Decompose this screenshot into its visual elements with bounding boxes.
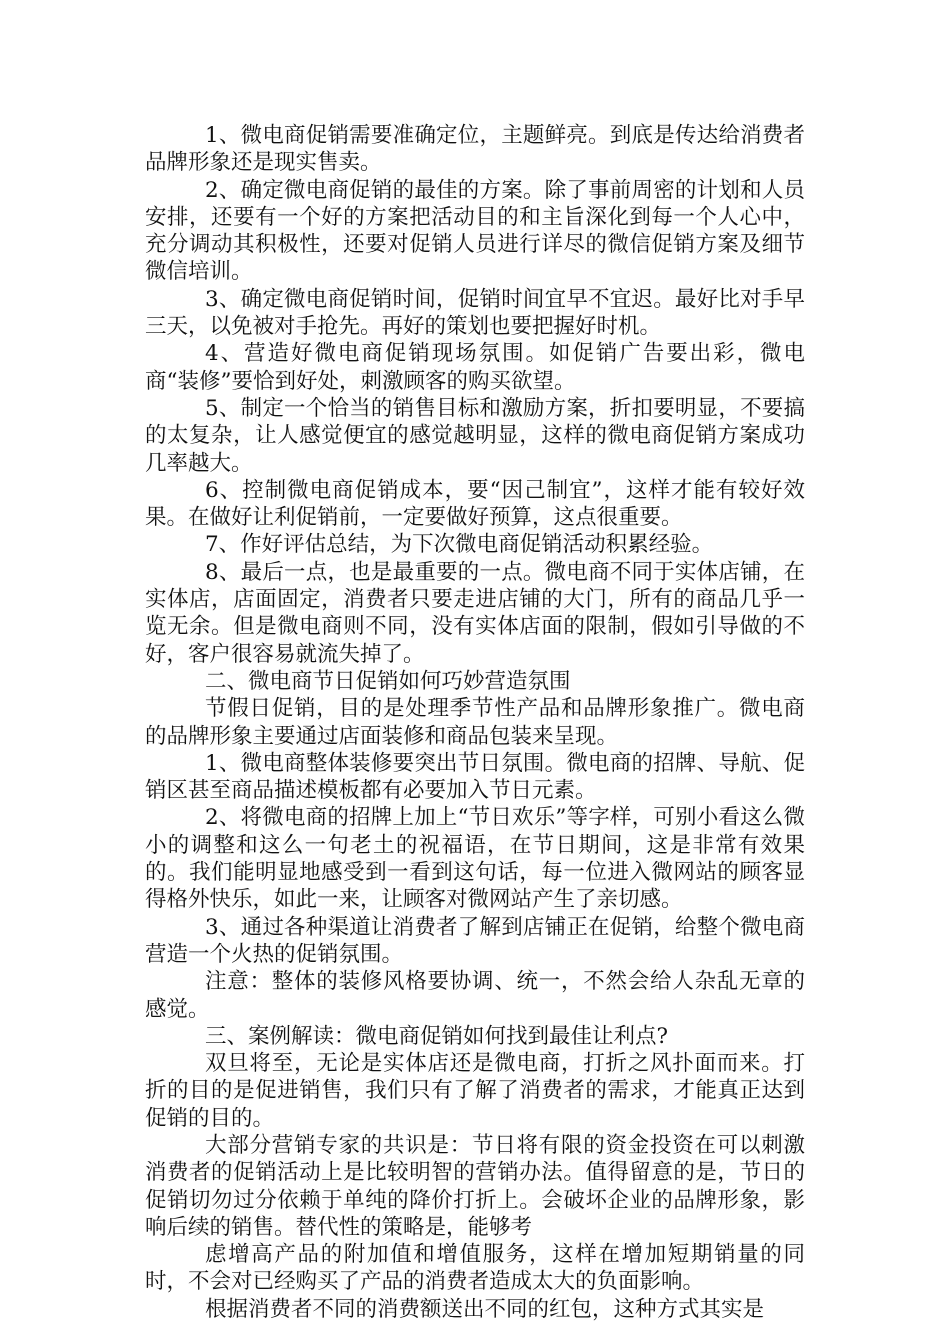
section-heading-2: 二、微电商节日促销如何巧妙营造氛围	[205, 668, 571, 694]
paragraph-15: 大部分营销专家的共识是：节日将有限的资金投资在可以刺激消费者的促销活动上是比较明智的营销办法。值得留意的是，节日的促销切勿过分依赖于单纯的降价打折上。会破坏企业的品牌形象，影响后续的销售。替代性的策略是，能够考	[145, 1132, 805, 1240]
paragraph-10: 1、微电商整体装修要突出节日氛围。微电商的招牌、导航、促销区甚至商品描述模板都有必要加入节日元素。	[145, 750, 805, 804]
paragraph-8: 8、最后一点，也是最重要的一点。微电商不同于实体店铺，在实体店，店面固定，消费者只要走进店铺的大门，所有的商品几乎一览无余。但是微电商则不同，没有实体店面的限制，假如引导做的不好，客户很容易就流失掉了。	[145, 559, 805, 667]
paragraph-7: 7、作好评估总结，为下次微电商促销活动积累经验。	[205, 532, 714, 558]
paragraph-6: 6、控制微电商促销成本，要“因己制宜”，这样才能有较好效果。在做好让利促销前，一定要做好预算，这点很重要。	[145, 477, 805, 531]
paragraph-2: 2、确定微电商促销的最佳的方案。除了事前周密的计划和人员安排，还要有一个好的方案把活动目的和主旨深化到每一个人心中，充分调动其积极性，还要对促销人员进行详尽的微信促销方案及细节微信培训。	[145, 177, 805, 285]
paragraph-16: 虑增高产品的附加值和增值服务，这样在增加短期销量的同时，不会对已经购买了产品的消费者造成太大的负面影响。	[145, 1242, 805, 1295]
section-heading-3: 三、案例解读：微电商促销如何找到最佳让利点?	[205, 1023, 669, 1049]
paragraph-1: 1、微电商促销需要准确定位，主题鲜亮。到底是传达给消费者品牌形象还是现实售卖。	[145, 123, 805, 176]
paragraph-12: 3、通过各种渠道让消费者了解到店铺正在促销，给整个微电商营造一个火热的促销氛围。	[145, 914, 805, 967]
paragraph-9: 节假日促销，目的是处理季节性产品和品牌形象推广。微电商的品牌形象主要通过店面装修和商品包装来呈现。	[145, 696, 805, 749]
paragraph-11: 2、将微电商的招牌上加上“节日欢乐”等字样，可别小看这么微小的调整和这么一句老土的祝福语，在节日期间，这是非常有效果的。我们能明显地感受到一看到这句话，每一位进入微网站的顾客显得格外快乐，如此一来，让顾客对微网站产生了亲切感。	[145, 805, 805, 913]
paragraph-3: 3、确定微电商促销时间，促销时间宜早不宜迟。最好比对手早三天，以免被对手抢先。再好的策划也要把握好时机。	[145, 286, 805, 340]
document-body	[145, 122, 805, 1323]
paragraph-5: 5、制定一个恰当的销售目标和激励方案，折扣要明显，不要搞的太复杂，让人感觉便宜的感觉越明显，这样的微电商促销方案成功几率越大。	[145, 395, 805, 476]
paragraph-17: 根据消费者不同的消费额送出不同的红包，这种方式其实是	[205, 1296, 765, 1322]
paragraph-14: 双旦将至，无论是实体店还是微电商，打折之风扑面而来。打折的目的是促进销售，我们只有了解了消费者的需求，才能真正达到促销的目的。	[145, 1051, 805, 1131]
paragraph-4: 4、营造好微电商促销现场氛围。如促销广告要出彩，微电商“装修”要恰到好处，刺激顾客的购买欲望。	[145, 341, 805, 394]
paragraph-13: 注意：整体的装修风格要协调、统一，不然会给人杂乱无章的感觉。	[145, 969, 805, 1022]
